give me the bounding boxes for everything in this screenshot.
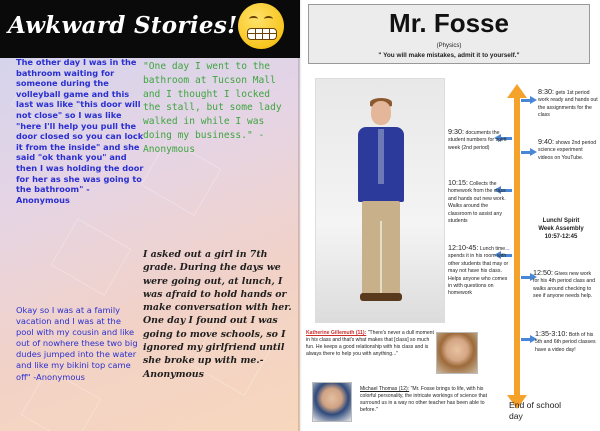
- story-family-vacation: Okay so I was at a family vacation and I was at the pool with my cousin and like out of nowhere these two big dudes jumped into the water and like my bikini top came off" -Anonymous: [16, 305, 138, 382]
- photo-tie: [378, 129, 384, 184]
- emoji-teeth: [247, 28, 277, 40]
- timeline-arrow-right: [521, 338, 531, 341]
- page-title: Awkward Stories!: [8, 12, 238, 39]
- timeline-entry-830: [538, 88, 598, 120]
- timeline-time: 12:50:: [533, 268, 553, 277]
- timeline-end-label: End of school day: [509, 400, 562, 421]
- teacher-profile-page: [302, 0, 600, 431]
- lunch-line: Week Assembly: [538, 225, 584, 232]
- hex-pattern: [51, 218, 132, 296]
- timeline-line: [514, 96, 520, 396]
- emoji-eye: [249, 16, 258, 22]
- timeline-arrow-right: [521, 276, 531, 279]
- grimacing-face-icon: [238, 3, 284, 49]
- photo-pants: [362, 201, 400, 296]
- quote-text: "Mr. Fosse brings to life, with his colorful personality, the intricate workings of science that surround us in a way no other teacher has been able to before.": [360, 386, 488, 413]
- timeline-text: shows 2nd period science experiment videos on YouTube.: [538, 140, 597, 161]
- student-name: Michael Thomas (12):: [360, 386, 410, 392]
- timeline-time: 10:15:: [448, 178, 468, 187]
- timeline-text: Lunch time... spends it in his room with other students that may or may not have his class. Helps anyone who comes in with questions on homework: [448, 246, 510, 297]
- timeline-text: Both of his 5th and 6th period classes have a video day!: [535, 332, 596, 353]
- timeline-entry-135: [535, 330, 597, 354]
- timeline-text: gets 1st period work ready and hands out the assignments for the class: [538, 90, 598, 119]
- header-bar: [0, 0, 300, 58]
- student-name: Katherine Gillemuth (11):: [306, 330, 367, 336]
- timeline-lunch-assembly: [528, 218, 594, 241]
- timeline-arrow-right: [521, 151, 531, 154]
- timeline-time: 9:40:: [538, 137, 554, 146]
- timeline-time: 8:30:: [538, 87, 554, 96]
- timeline-time: 9:30:: [448, 127, 464, 136]
- lunch-line: Lunch/ Spirit: [542, 218, 580, 224]
- timeline-time: 12:10-45:: [448, 243, 479, 252]
- title-box: [308, 4, 590, 64]
- story-seventh-grade: I asked out a girl in 7th grade. During the days we were going out, at lunch, I was afraid to hold hands or make conversation with her. One day I found out I was going to move schools, so I ignored my girlfriend until she broke up with me.- Anonymous: [143, 249, 292, 380]
- student-photo-michael: [312, 382, 352, 422]
- quote-text: "There's never a dull moment in his class and that's what makes that [class] so much fun. He keeps a good relationship with his class and is always there to help you with anything...": [306, 330, 434, 357]
- student-quote-katherine: [306, 330, 434, 358]
- teacher-quote: " You will make mistakes, admit it to yourself.": [378, 52, 520, 59]
- photo-shoes: [360, 293, 402, 301]
- student-photo-katherine: [436, 332, 478, 374]
- teacher-photo: [315, 78, 445, 323]
- timeline-entry-1015: [448, 179, 508, 225]
- timeline-arrow-right: [521, 99, 531, 102]
- teacher-name: Mr. Fosse: [389, 8, 509, 38]
- photo-head: [371, 101, 391, 125]
- emoji-eye: [264, 16, 273, 22]
- timeline-text: documents the student numbers for spirit week (2nd period): [448, 130, 507, 151]
- story-tucson-mall: "One day I went to the bathroom at Tucson Mall and I thought I locked the stall, but some lady walked in while I was doing my business." -Anonymous: [143, 61, 282, 155]
- student-quote-michael: [360, 386, 490, 414]
- timeline-entry-940: [538, 138, 598, 162]
- teacher-subject: (Physics): [436, 43, 462, 49]
- lunch-line: 10:57-12:45: [544, 233, 578, 240]
- timeline-entry-1210: [448, 244, 510, 298]
- timeline-entry-930: [448, 128, 508, 152]
- timeline-text: Collects the homework from the class and hands out new work. Walks around the classroom to assist any students: [448, 181, 506, 225]
- story-volleyball-bathroom: The other day I was in the bathroom waiting for someone during the volleyball game and this last was like "this door will not close" so I was like "here I'll help you pull the door closed so you can lock it from the inside" and she said "ok thank you" and then I was holding the door for her as she was going to the bathroom" - Anonymous: [16, 57, 144, 205]
- timeline-time: 1:35-3:10:: [535, 329, 568, 338]
- timeline-text: Gives new work for his 4th period class and walks around checking to see if anyone needs help.: [533, 271, 595, 300]
- timeline-entry-1250: [533, 269, 595, 301]
